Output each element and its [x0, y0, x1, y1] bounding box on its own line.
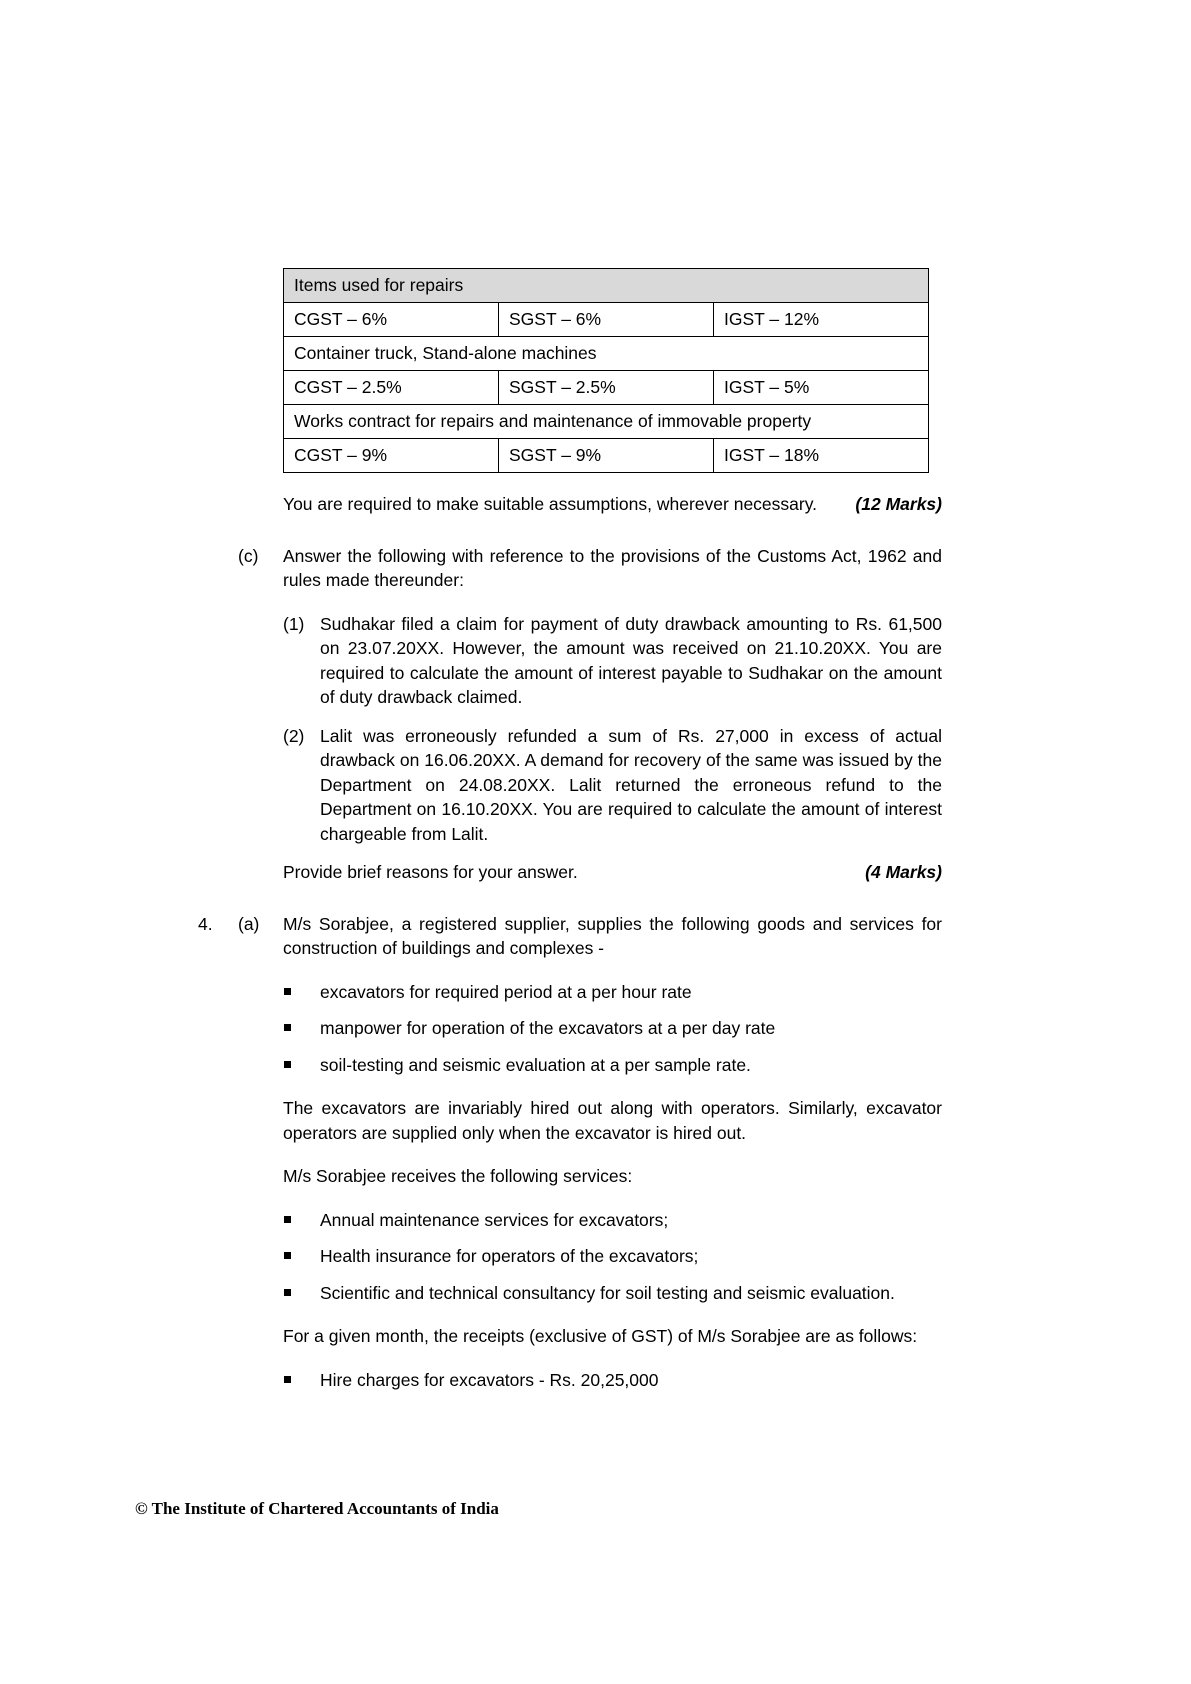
list-item — [283, 1208, 942, 1233]
question-4a — [198, 912, 942, 961]
square-bullet-icon — [283, 980, 320, 1005]
sub-item-1-label: (1) — [283, 613, 305, 634]
list-item — [283, 1368, 942, 1393]
table-header-cell: Items used for repairs — [284, 269, 929, 303]
marks-badge: (4 Marks) — [865, 862, 942, 882]
table-cell-sgst: SGST – 9% — [499, 439, 714, 473]
reasons-note-text: Provide brief reasons for your answer. — [283, 862, 578, 882]
table-cell-cgst: CGST – 2.5% — [284, 371, 499, 405]
table-cell-cgst: CGST – 6% — [284, 303, 499, 337]
question-4-number: 4. — [198, 913, 213, 934]
table-cell-igst: IGST – 12% — [714, 303, 929, 337]
list-item-text: excavators for required period at a per hour rate — [320, 981, 692, 1002]
copyright-footer: © The Institute of Chartered Accountants of India — [135, 1499, 499, 1518]
table-cell-igst: IGST – 5% — [714, 371, 929, 405]
question-c-intro: Answer the following with reference to the provisions of the Customs Act, 1962 and rules made thereunder: — [283, 545, 942, 590]
page-content — [198, 268, 942, 1404]
list-item-text: Annual maintenance services for excavators; — [320, 1209, 669, 1230]
table-cell-cgst: CGST – 9% — [284, 439, 499, 473]
list-item — [283, 1016, 942, 1041]
table-span-row — [284, 405, 929, 439]
table-span-cell: Container truck, Stand-alone machines — [284, 337, 929, 371]
square-bullet-icon — [283, 1208, 320, 1233]
sub-item-1-text: Sudhakar filed a claim for payment of duty drawback amounting to Rs. 61,500 on 23.07.20XX. However, the amount was received on 21.10.20XX. You are required to calculate the amount of interest payable to Sudhakar on the amount of duty drawback claimed. — [320, 613, 942, 707]
list-item-text: Hire charges for excavators - Rs. 20,25,000 — [320, 1369, 659, 1390]
square-bullet-icon — [283, 1016, 320, 1041]
table-row — [284, 371, 929, 405]
paragraph-receives: M/s Sorabjee receives the following services: — [283, 1166, 633, 1186]
table-cell-sgst: SGST – 6% — [499, 303, 714, 337]
square-bullet-icon — [283, 1244, 320, 1269]
table-header-row — [284, 269, 929, 303]
sub-item-2-label: (2) — [283, 725, 305, 746]
question-c — [238, 544, 942, 593]
question-4a-label: (a) — [238, 913, 260, 934]
paragraph-excavators: The excavators are invariably hired out along with operators. Similarly, excavator operators are supplied only when the excavator is hired out. — [283, 1098, 942, 1143]
question-c-label: (c) — [238, 545, 259, 566]
table-row — [284, 303, 929, 337]
table-span-row — [284, 337, 929, 371]
list-item — [283, 1053, 942, 1078]
question-4a-intro: M/s Sorabjee, a registered supplier, supplies the following goods and services for construction of buildings and complexes - — [283, 913, 942, 958]
sub-item-2-text: Lalit was erroneously refunded a sum of Rs. 27,000 in excess of actual drawback on 16.06.20XX. A demand for recovery of the same was issued by the Department on 24.08.20XX. Lalit returned the erroneous refund to the Department on 16.10.20XX. You are required to calculate the amount of interest chargeable from Lalit. — [320, 725, 942, 844]
list-item — [283, 980, 942, 1005]
list-item-text: soil-testing and seismic evaluation at a per sample rate. — [320, 1054, 751, 1075]
paragraph-receipts: For a given month, the receipts (exclusive of GST) of M/s Sorabjee are as follows: — [283, 1326, 918, 1346]
table-row — [284, 439, 929, 473]
square-bullet-icon — [283, 1368, 320, 1393]
list-item-text: manpower for operation of the excavators at a per day rate — [320, 1018, 776, 1038]
sub-item-2 — [283, 724, 942, 847]
list-item — [283, 1244, 942, 1269]
table-cell-igst: IGST – 18% — [714, 439, 929, 473]
square-bullet-icon — [283, 1053, 320, 1078]
table-span-cell: Works contract for repairs and maintenance of immovable property — [284, 405, 929, 439]
assumption-note-line — [283, 492, 942, 517]
assumption-note-text: You are required to make suitable assumptions, wherever necessary. — [283, 494, 818, 514]
sub-item-1 — [283, 612, 942, 710]
reasons-note-line — [283, 860, 942, 885]
table-cell-sgst: SGST – 2.5% — [499, 371, 714, 405]
list-item — [283, 1281, 942, 1306]
gst-rates-table — [283, 268, 929, 473]
list-item-text: Health insurance for operators of the excavators; — [320, 1246, 699, 1266]
list-item-text: Scientific and technical consultancy for soil testing and seismic evaluation. — [320, 1282, 895, 1303]
marks-badge: (12 Marks) — [855, 494, 942, 514]
square-bullet-icon — [283, 1281, 320, 1306]
